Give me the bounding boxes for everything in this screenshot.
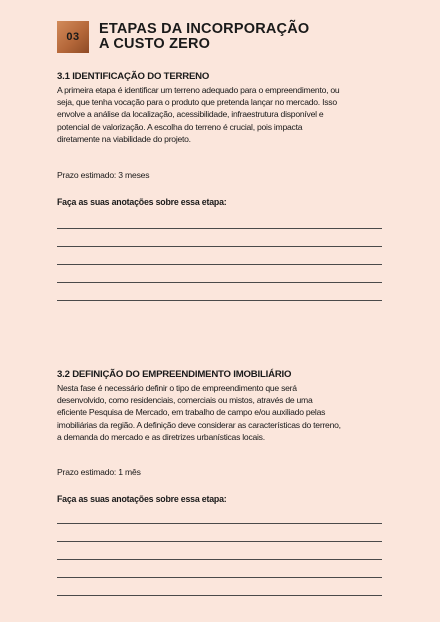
section-body: [57, 84, 387, 145]
chapter-title-line-1: ETAPAS DA INCORPORAÇÃO: [99, 21, 310, 37]
body-line: diretamente na viabilidade do projeto.: [57, 133, 191, 144]
body-line: A primeira etapa é identificar um terreno adequado para o empreendimento, ou: [57, 85, 340, 95]
body-line: eficiente Pesquisa de Mercado, em trabalho de campo e/ou auxiliado pelas: [57, 407, 326, 418]
notes-label: Faça as suas anotações sobre essa etapa:: [57, 494, 227, 504]
section-heading: 3.2 DEFINIÇÃO DO EMPREENDIMENTO IMOBILIÁRIO: [57, 369, 292, 380]
note-line[interactable]: [57, 541, 382, 542]
section-3-2: [57, 369, 387, 443]
body-line: a demanda do mercado e as diretrizes urbanísticas locais.: [57, 431, 265, 442]
note-line[interactable]: [57, 246, 382, 247]
chapter-title: [99, 22, 309, 52]
note-line[interactable]: [57, 523, 382, 524]
body-line: desenvolvido, como residenciais, comerciais ou mistos, através de uma: [57, 395, 313, 406]
notes-label: Faça as suas anotações sobre essa etapa:: [57, 197, 227, 207]
note-line[interactable]: [57, 228, 382, 229]
body-line: envolve a análise da localização, acessibilidade, infraestrutura disponível e: [57, 109, 324, 120]
body-line: potencial de valorização. A escolha do terreno é crucial, pois impacta: [57, 121, 303, 132]
note-line[interactable]: [57, 300, 382, 301]
note-line[interactable]: [57, 595, 382, 596]
note-line[interactable]: [57, 264, 382, 265]
note-line[interactable]: [57, 282, 382, 283]
body-line: imobiliárias da região. A definição deve considerar as características do terreno,: [57, 419, 341, 430]
chapter-title-line-2: A CUSTO ZERO: [99, 36, 211, 52]
note-line[interactable]: [57, 577, 382, 578]
prazo-estimado: Prazo estimado: 3 meses: [57, 170, 150, 180]
body-line: seja, que tenha vocação para o produto que pretenda lançar no mercado. Isso: [57, 97, 337, 108]
body-line: Nesta fase é necessário definir o tipo de empreendimento que será: [57, 383, 297, 393]
chapter-number-badge: 03: [57, 21, 89, 53]
section-3-1: [57, 71, 387, 145]
section-heading: 3.1 IDENTIFICAÇÃO DO TERRENO: [57, 71, 210, 82]
chapter-header: [57, 21, 309, 53]
prazo-estimado: Prazo estimado: 1 mês: [57, 467, 141, 477]
section-body: [57, 382, 387, 443]
note-line[interactable]: [57, 559, 382, 560]
